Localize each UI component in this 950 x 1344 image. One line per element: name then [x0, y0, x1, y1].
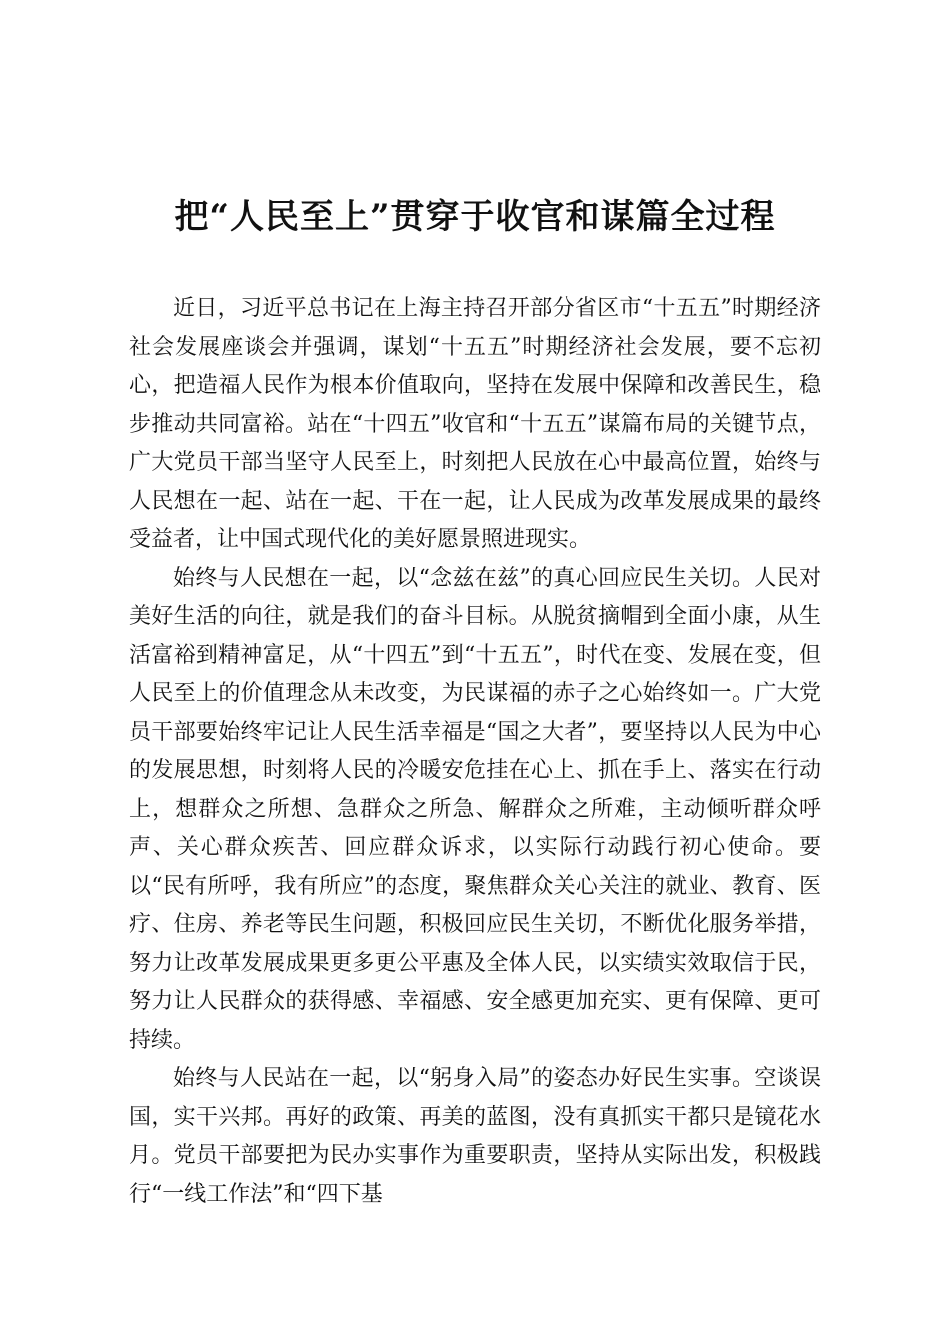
paragraph-2: 始终与人民想在一起，以“念兹在兹”的真心回应民生关切。人民对美好生活的向往，就是我们的奋斗目标。从脱贫摘帽到全面小康，从生活富裕到精神富足，从“十四五”到“十五五”，时代在变、发展在变，但人民至上的价值理念从未改变，为民谋福的赤子之心始终如一。广大党员干部要始终牢记让人民生活幸福是“国之大者”，要坚持以人民为中心的发展思想，时刻将人民的冷暖安危挂在心上、抓在手上、落实在行动上，想群众之所想、急群众之所急、解群众之所难，主动倾听群众呼声、关心群众疾苦、回应群众诉求，以实际行动践行初心使命。要以“民有所呼，我有所应”的态度，聚焦群众关心关注的就业、教育、医疗、住房、养老等民生问题，积极回应民生关切，不断优化服务举措，努力让改革发展成果更多更公平惠及全体人民，以实绩实效取信于民，努力让人民群众的获得感、幸福感、安全感更加充实、更有保障、更可持续。	[129, 565, 821, 1053]
document-body	[129, 290, 821, 1214]
paragraph-3: 始终与人民站在一起，以“躬身入局”的姿态办好民生实事。空谈误国，实干兴邦。再好的政策、再美的蓝图，没有真抓实干都只是镜花水月。党员干部要把为民办实事作为重要职责，坚持从实际出发，积极践行“一线工作法”和“四下基	[129, 1066, 821, 1207]
paragraph-1: 近日，习近平总书记在上海主持召开部分省区市“十五五”时期经济社会发展座谈会并强调，谋划“十五五”时期经济社会发展，要不忘初心，把造福人民作为根本价值取向，坚持在发展中保障和改善民生，稳步推动共同富裕。站在“十四五”收官和“十五五”谋篇布局的关键节点，广大党员干部当坚守人民至上，时刻把人民放在心中最高位置，始终与人民想在一起、站在一起、干在一起，让人民成为改革发展成果的最终受益者，让中国式现代化的美好愿景照进现实。	[129, 296, 821, 552]
document-title: 把“人民至上”贯穿于收官和谋篇全过程	[174, 197, 776, 237]
